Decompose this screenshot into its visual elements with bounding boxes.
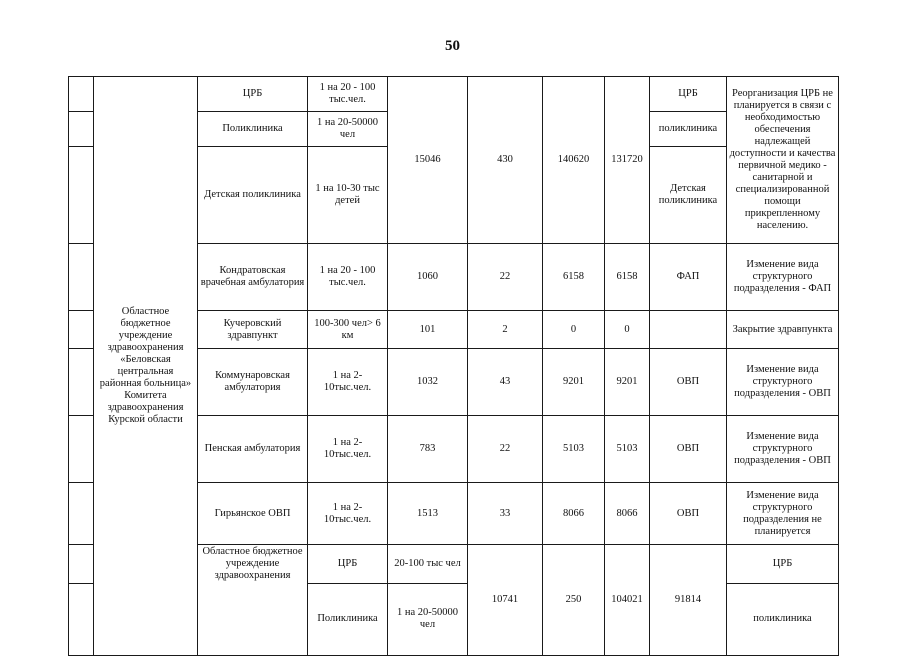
value-cell: 9201 [605,349,650,416]
value-cell: 131720 [605,77,650,244]
unit-type-cell: поликлиника [727,583,839,655]
norm-cell: 20-100 тыс чел [388,545,468,584]
value-cell: 8066 [543,483,605,545]
value-cell: 1060 [388,244,468,311]
unit-type-cell: Детская поликлиника [650,147,727,244]
unit-type-cell: ОВП [650,483,727,545]
value-cell: 250 [543,545,605,656]
value-cell: 783 [388,416,468,483]
value-cell: 6158 [543,244,605,311]
value-cell: 2 [468,311,543,349]
norm-cell: 1 на 20 - 100 тыс.чел. [308,77,388,112]
organization-cell: Областное бюджетное учреждение здравоохранения [198,545,308,656]
value-cell: 0 [605,311,650,349]
index-cell [69,583,94,655]
note-cell: Изменение вида структурного подразделения - ФАП [727,244,839,311]
norm-cell: 1 на 2-10тыс.чел. [308,349,388,416]
value-cell: 9201 [543,349,605,416]
organization-cell: Областное бюджетное учреждение здравоохранения «Беловская центральная районная больница» Комитета здравоохранения Курской области [94,77,198,656]
facility-name: Коммунаровская амбулатория [198,349,308,416]
facility-name: Кучеровский здравпункт [198,311,308,349]
index-cell [69,483,94,545]
index-cell [69,147,94,244]
norm-cell: 1 на 2-10тыс.чел. [308,483,388,545]
value-cell: 5103 [605,416,650,483]
table-row [69,77,839,112]
index-cell [69,311,94,349]
facility-name: ЦРБ [308,545,388,584]
value-cell: 0 [543,311,605,349]
value-cell: 10741 [468,545,543,656]
norm-cell: 1 на 2-10тыс.чел. [308,416,388,483]
facility-name: Пенская амбулатория [198,416,308,483]
facility-name: Кондратовская врачебная амбулатория [198,244,308,311]
value-cell: 6158 [605,244,650,311]
facility-name: ЦРБ [198,77,308,112]
unit-type-cell: ФАП [650,244,727,311]
norm-cell: 1 на 20-50000 чел [308,112,388,147]
unit-type-cell: ОВП [650,416,727,483]
index-cell [69,77,94,112]
index-cell [69,112,94,147]
value-cell: 15046 [388,77,468,244]
value-cell: 101 [388,311,468,349]
index-cell [69,416,94,483]
value-cell: 8066 [605,483,650,545]
facility-name: Детская поликлиника [198,147,308,244]
value-cell: 43 [468,349,543,416]
index-cell [69,545,94,584]
facility-name: Поликлиника [198,112,308,147]
index-cell [69,244,94,311]
facility-name: Гирьянское ОВП [198,483,308,545]
value-cell: 140620 [543,77,605,244]
value-cell: 5103 [543,416,605,483]
value-cell: 22 [468,244,543,311]
unit-type-cell [650,311,727,349]
value-cell: 1513 [388,483,468,545]
unit-type-cell: ОВП [650,349,727,416]
norm-cell: 100-300 чел> 6 км [308,311,388,349]
value-cell: 1032 [388,349,468,416]
note-cell: Реорганизация ЦРБ не планируется в связи с необходимостью обеспечения надлежащей доступности и качества первичной медико - санитарной и специализированной помощи прикрепленному населению. [727,77,839,244]
norm-cell: 1 на 20-50000 чел [388,583,468,655]
unit-type-cell: ЦРБ [727,545,839,584]
note-cell: Изменение вида структурного подразделения - ОВП [727,416,839,483]
value-cell: 430 [468,77,543,244]
note-cell: Изменение вида структурного подразделения не планируется [727,483,839,545]
norm-cell: 1 на 10-30 тыс детей [308,147,388,244]
value-cell: 33 [468,483,543,545]
value-cell: 91814 [650,545,727,656]
value-cell: 22 [468,416,543,483]
facility-name: Поликлиника [308,583,388,655]
page-number: 50 [445,38,460,54]
unit-type-cell: поликлиника [650,112,727,147]
index-cell [69,349,94,416]
unit-type-cell: ЦРБ [650,77,727,112]
value-cell: 104021 [605,545,650,656]
note-cell: Закрытие здравпункта [727,311,839,349]
norm-cell: 1 на 20 - 100 тыс.чел. [308,244,388,311]
hospital-reorganization-table [68,76,839,656]
note-cell: Изменение вида структурного подразделения - ОВП [727,349,839,416]
